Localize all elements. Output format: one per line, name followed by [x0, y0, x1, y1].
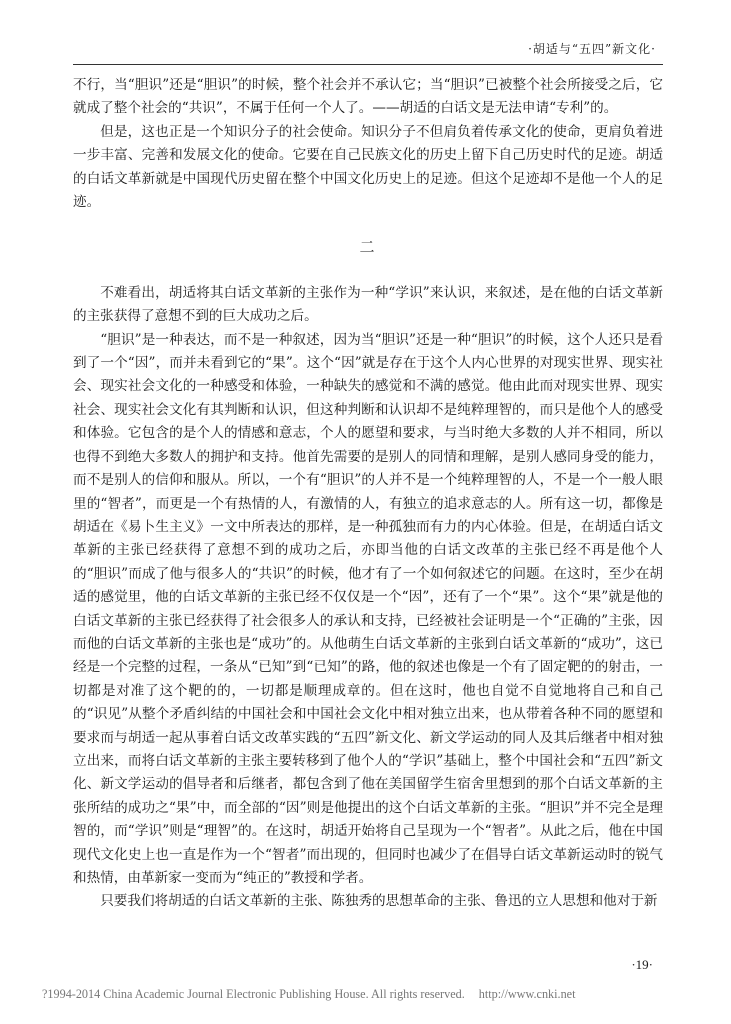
footer-copyright: ?1994-2014 China Academic Journal Electronic Publishing House. All rights reserved. [42, 987, 465, 1001]
paragraph: 不行，当“胆识”还是“胆识”的时候，整个社会并不承认它；当“胆识”已被整个社会所接受之后，它就成了整个社会的“共识”，不属于任何一个人了。——胡适的白话文是无法申请“专利”的。 [73, 77, 663, 117]
footer [42, 987, 575, 1002]
header-rule [73, 64, 663, 65]
paragraph: 只要我们将胡适的白话文革新的主张、陈独秀的思想革命的主张、鲁迅的立人思想和他对于新 [100, 893, 658, 910]
running-header: ·胡适与“五四”新文化· [528, 42, 656, 56]
paragraph: “胆识”是一种表达，而不是一种叙述，因为当“胆识”还是一种“胆识”的时候，这个人还只是看到了一个“因”，而并未看到它的“果”。这个“因”就是存在于这个人内心世界的对现实世界、现实社会、现实社会文化的一种感受和体验，一种缺失的感觉和不满的感觉。他由此而对现实世界、现实社会、现实社会文化有其判断和认识，但这种判断和认识却不是纯粹理智的，而只是他个人的感受和体验。它包含的是个人的情感和意志，个人的愿望和要求，与当时绝大多数的人并不相同，所以也得不到绝大多数人的拥护和支持。他首先需要的是别人的同情和理解，是别人感同身受的能力，而不是别人的信仰和服从。所以，一个有“胆识”的人并不是一个纯粹理智的人，不是一个一般人眼里的“智者”，而更是一个有热情的人，有激情的人，有独立的追求意志的人。所有这一切，都像是胡适在《易卜生主义》一文中所表达的那样，是一种孤独而有力的内心体验。但是，在胡适白话文革新的主张已经获得了意想不到的成功之后，亦即当他的白话文改革的主张已经不再是他个人的“胆识”而成了他与很多人的“共识”的时候，他才有了一个如何叙述它的问题。在这时，至少在胡适的感觉里，他的白话文革新的主张已经不仅仅是一个“因”，还有了一个“果”。这个“果”就是他的白话文革新的主张已经获得了社会很多人的承认和支持，已经被社会证明是一个“正确的”主张，因而他的白话文革新的主张也是“成功”的。从他萌生白话文革新的主张到白话文革新的“成功”，这已经是一个完整的过程，一条从“已知”到“已知”的路，他的叙述也像是一个有了固定靶的的射击，一切都是对准了这个靶的的，一切都是顺理成章的。但在这时，他也自觉不自觉地将自己和自己的“识见”从整个矛盾纠结的中国社会和中国社会文化中相对独立出来，也从带着各种不同的愿望和要求而与胡适一起从事着白话文改革实践的“五四”新文化、新文学运动的同人及其后继者中相对独立出来，而将白话文革新的主张主要转移到了他个人的“学识”基础上，整个中国社会和“五四”新文化、新文学运动的倡导者和后继者，都包含到了他在美国留学生宿舍里想到的那个白话文革新的主张所结的成功之“果”中，而全部的“因”则是他提出的这个白话文革新的主张。“胆识”并不完全是理智的，而“学识”则是“理智”的。在这时，胡适开始将自己呈现为一个“智者”。从此之后，他在中国现代文化史上也一直是作为一个“智者”而出现的，但同时也减少了在倡导白话文革新运动时的锐气和热情，由革新家一变而为“纯正的”教授和学者。 [73, 331, 663, 886]
paragraph: 不难看出，胡适将其白话文革新的主张作为一种“学识”来认识，来叙述，是在他的白话文革新的主张获得了意想不到的巨大成功之后。 [73, 284, 663, 325]
page-number: ·19· [631, 957, 653, 972]
footer-url[interactable]: http://www.cnki.net [478, 987, 576, 1001]
section-heading: 二 [359, 238, 377, 257]
article-body [73, 74, 663, 914]
paragraph: 但是，这也正是一个知识分子的社会使命。知识分子不但肩负着传承文化的使命，更肩负着进一步丰富、完善和发展文化的使命。它要在自己民族文化的历史上留下自己历史时代的足迹。胡适的白话文革新就是中国现代历史留在整个中国文化历史上的足迹。但这个足迹却不是他一个人的足迹。 [73, 123, 663, 211]
